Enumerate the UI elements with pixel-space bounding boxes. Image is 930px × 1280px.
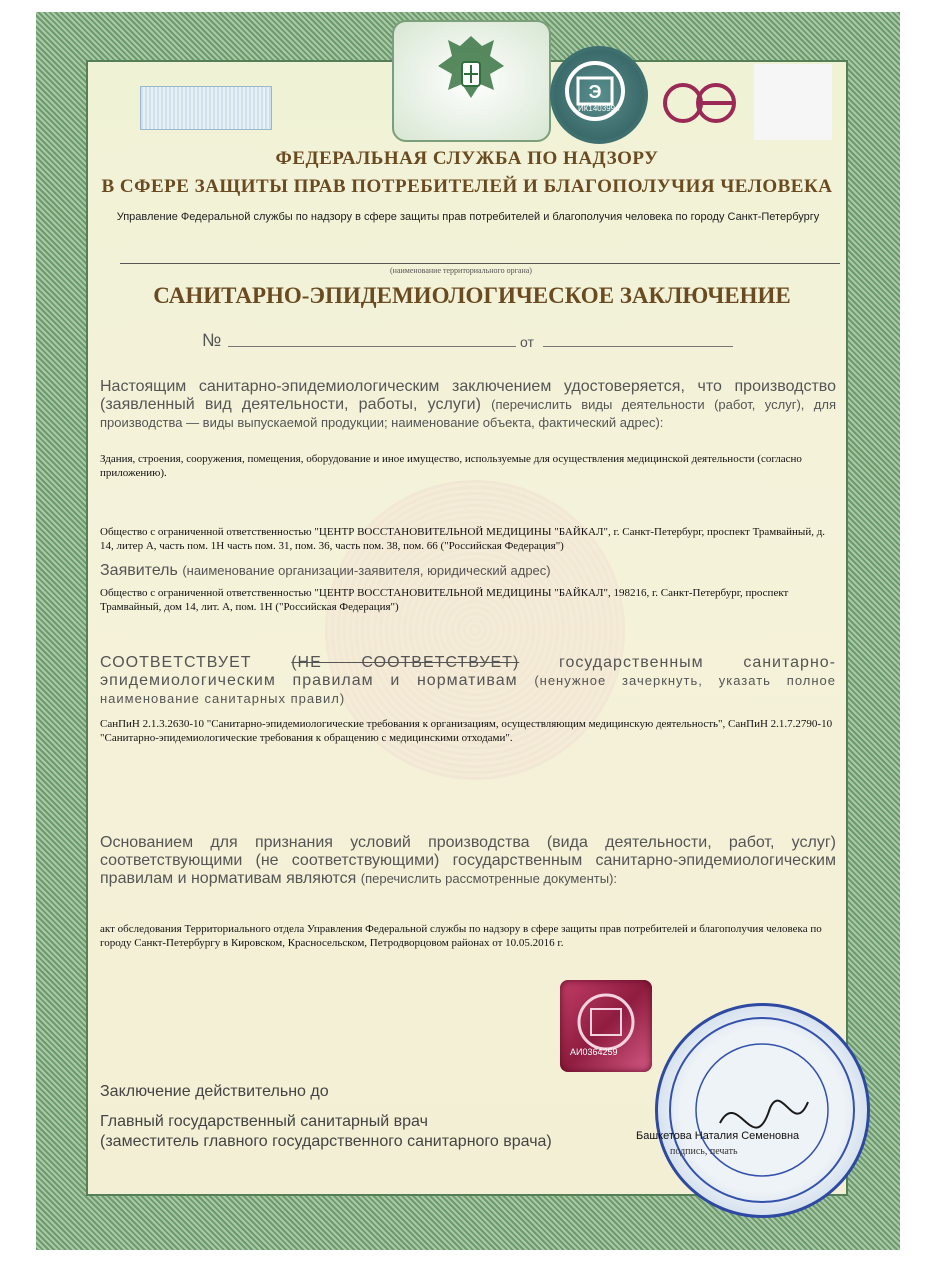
territorial-agency: Управление Федеральной службы по надзору в сфере защиты прав потребителей и благополучия человека по городу Санкт-Петербургу bbox=[116, 211, 820, 223]
production-lead-text: Настоящим санитарно-эпидемиологическим заключением удостоверяется, что производство (заявленный вид деятельности, работы, услуги) bbox=[100, 378, 836, 413]
blank-patch bbox=[754, 64, 832, 140]
document-title: САНИТАРНО-ЭПИДЕМИОЛОГИЧЕСКОЕ ЗАКЛЮЧЕНИЕ bbox=[153, 283, 791, 308]
number-label: № bbox=[202, 330, 222, 350]
official-seal-icon bbox=[655, 1003, 870, 1218]
applicant-note: (наименование организации-заявителя, юридический адрес) bbox=[182, 563, 551, 578]
conformity-word: СООТВЕТСТВУЕТ bbox=[100, 654, 252, 671]
hologram-sticker-icon bbox=[560, 980, 652, 1072]
sanitary-logo-icon bbox=[550, 46, 648, 144]
applicant-value: Общество с ограниченной ответственностью "ЦЕНТР ВОССТАНОВИТЕЛЬНОЙ МЕДИЦИНЫ "БАЙКАЛ", 198216, г. Санкт-Петербург, проспект Трамвайный, дом 14, лит. А, пом. 1Н ("Российская Федерация") bbox=[100, 587, 789, 613]
conformity-rest: государственным санитарно-эпидемиологическим правилам и нормативам bbox=[100, 654, 836, 689]
agency-heading-line1: ФЕДЕРАЛЬНАЯ СЛУЖБА ПО НАДЗОРУ bbox=[275, 148, 659, 169]
number-line bbox=[228, 346, 516, 347]
applicant-lead bbox=[100, 562, 836, 580]
conformity-lead bbox=[100, 654, 836, 708]
basis-note: (перечислить рассмотренные документы): bbox=[360, 871, 618, 886]
se-mark-icon bbox=[660, 80, 740, 126]
conformity-value: СанПиН 2.1.3.2630-10 "Санитарно-эпидемиологические требования к организациям, осуществляющим медицинскую деятельность", СанПиН 2.1.7.2790-10 "Санитарно-эпидемиологические требования к обращению с медицинскими отходами". bbox=[100, 718, 833, 744]
conformity-struck: (НЕ СООТВЕТСТВУЕТ) bbox=[291, 654, 520, 671]
svg-text:Э: Э bbox=[588, 82, 602, 102]
production-lead bbox=[100, 378, 836, 432]
conformity-note: (ненужное зачеркнуть, указать полное наименование санитарных правил) bbox=[100, 673, 836, 706]
agency-heading-line2: В СФЕРЕ ЗАЩИТЫ ПРАВ ПОТРЕБИТЕЛЕЙ И БЛАГОПОЛУЧИЯ ЧЕЛОВЕКА bbox=[101, 176, 833, 197]
production-lead-note: (перечислить виды деятельности (работ, услуг), для производства — виды выпускаемой продукции; наименование объекта, фактический адрес): bbox=[100, 397, 836, 430]
valid-until-label: Заключение действительно до bbox=[100, 1083, 329, 1100]
production-address: Общество с ограниченной ответственностью "ЦЕНТР ВОССТАНОВИТЕЛЬНОЙ МЕДИЦИНЫ "БАЙКАЛ", г. Санкт-Петербург, проспект Трамвайный, д. 14, литер А, часть пом. 1Н часть пом. 31, пом. 36, часть пом. 38, пом. 66 ("Российская Федерация") bbox=[100, 526, 826, 552]
agency-caption: (наименование территориального органа) bbox=[390, 266, 532, 275]
logo-code: ИК1403994 bbox=[578, 104, 620, 113]
production-value: Здания, строения, сооружения, помещения, оборудование и иное имущество, используемые для осуществления медицинской деятельности (согласно приложению). bbox=[100, 453, 802, 479]
basis-lead bbox=[100, 834, 836, 888]
agency-underline bbox=[120, 263, 840, 264]
date-line bbox=[543, 346, 733, 347]
signer-name: Башкетова Наталия Семеновна bbox=[636, 1130, 800, 1142]
date-label: от bbox=[520, 334, 534, 350]
officer-line2: (заместитель главного государственного санитарного врача) bbox=[100, 1133, 552, 1150]
officer-line1: Главный государственный санитарный врач bbox=[100, 1113, 428, 1130]
signature-caption: подпись, печать bbox=[670, 1146, 738, 1157]
basis-value: акт обследования Территориального отдела Управления Федеральной службы по надзору в сфере защиты прав потребителей и благополучия человека по городу Санкт-Петербургу в Кировском, Красносельском, Петродворцовом районах от 10.05.2016 г. bbox=[100, 923, 822, 949]
applicant-label: Заявитель bbox=[100, 562, 178, 579]
security-pattern-icon bbox=[140, 86, 272, 130]
coat-of-arms-emblem-icon bbox=[392, 20, 551, 142]
hologram-code: АИ0364259 bbox=[570, 1047, 618, 1057]
basis-text: Основанием для признания условий производства (вида деятельности, работ, услуг) соответствующими (не соответствующими) государственным санитарно-эпидемиологическим правилам и нормативам являются bbox=[100, 834, 836, 887]
